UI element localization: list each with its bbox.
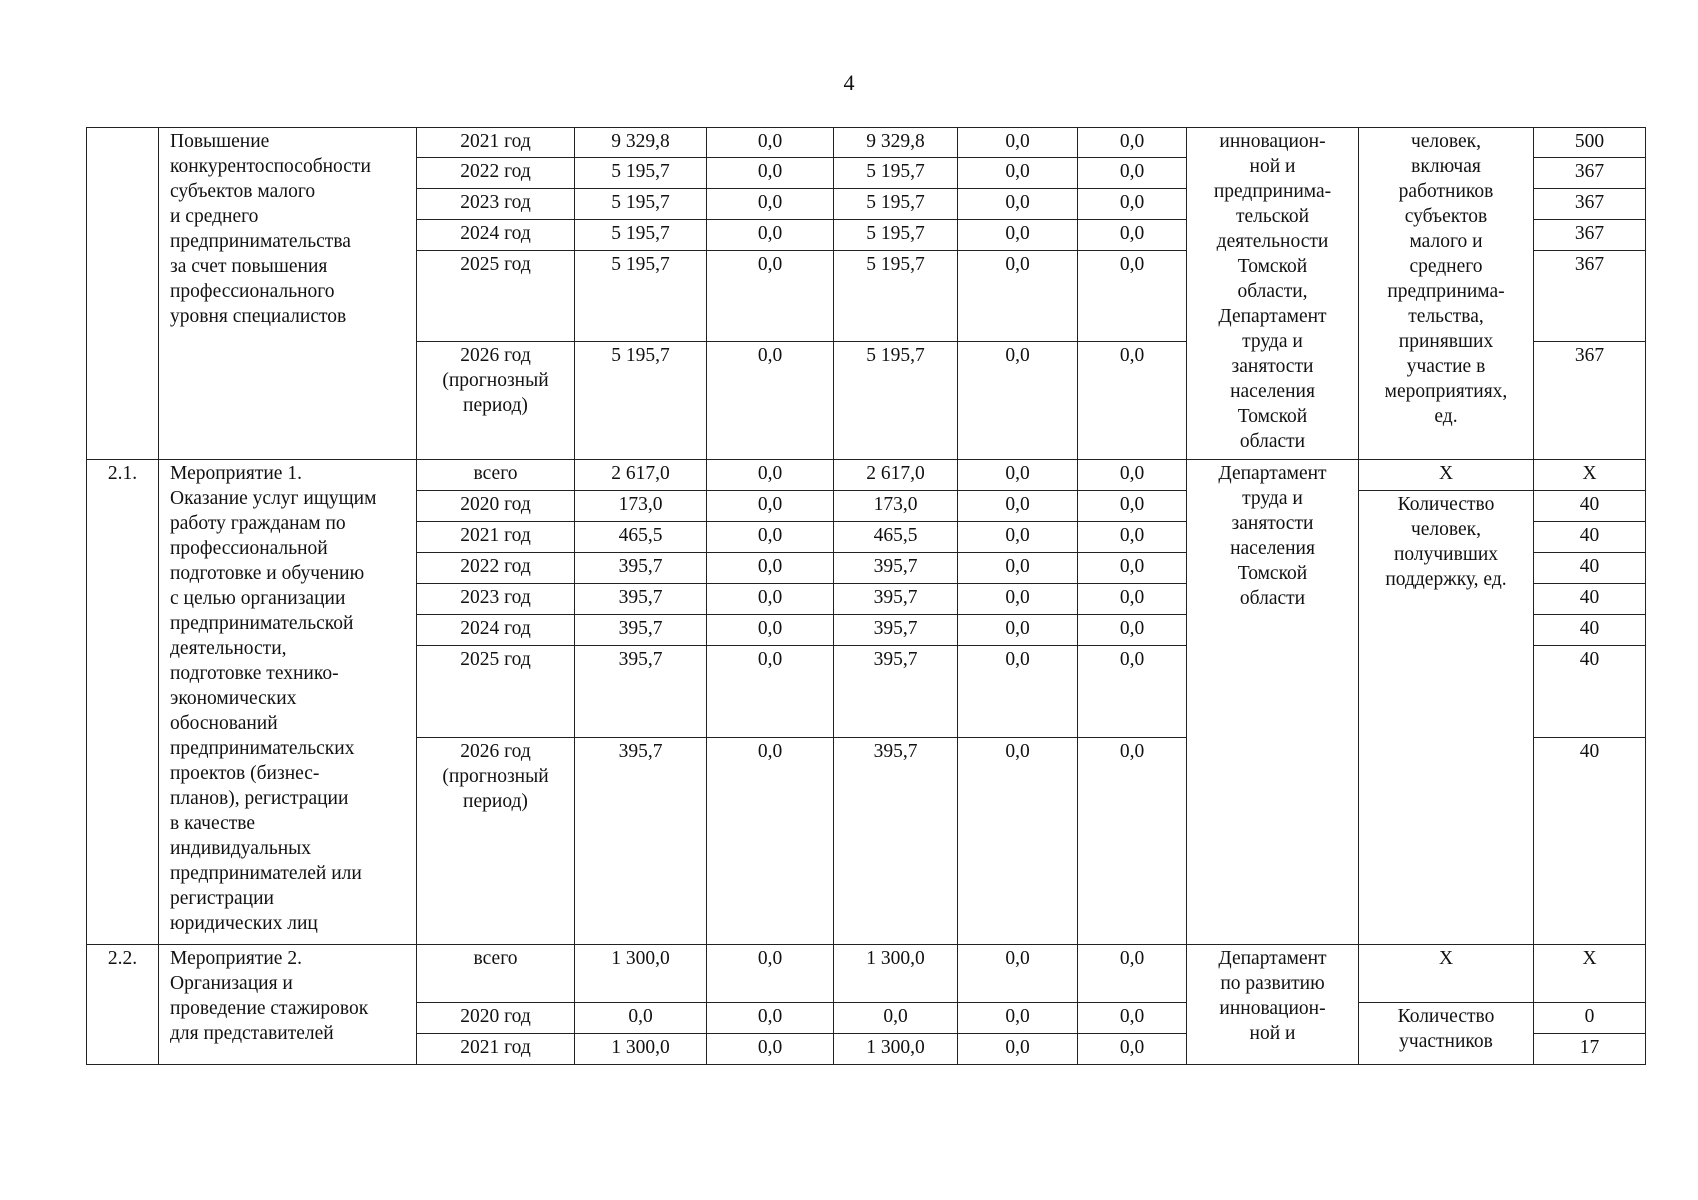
extra-budget-cell: 0,0 — [1078, 342, 1187, 460]
regional-budget-cell: 395,7 — [834, 738, 958, 945]
item-number — [87, 128, 159, 460]
regional-budget-cell: 395,7 — [834, 615, 958, 646]
indicator-value-cell: 40 — [1534, 615, 1646, 646]
local-budget-cell: 0,0 — [958, 522, 1078, 553]
local-budget-cell: 0,0 — [958, 553, 1078, 584]
item-number: 2.2. — [87, 945, 159, 1065]
program-table — [86, 127, 1646, 1065]
total-cell: 465,5 — [575, 522, 707, 553]
federal-budget-cell: 0,0 — [707, 251, 834, 342]
local-budget-cell: 0,0 — [958, 460, 1078, 491]
local-budget-cell: 0,0 — [958, 945, 1078, 1003]
total-cell: 173,0 — [575, 491, 707, 522]
total-cell: 1 300,0 — [575, 1034, 707, 1065]
federal-budget-cell: 0,0 — [707, 522, 834, 553]
regional-budget-cell: 395,7 — [834, 584, 958, 615]
federal-budget-cell: 0,0 — [707, 1003, 834, 1034]
indicator-value-cell: 367 — [1534, 251, 1646, 342]
local-budget-cell: 0,0 — [958, 1003, 1078, 1034]
total-cell: 395,7 — [575, 646, 707, 738]
year-cell: 2022 год — [417, 553, 575, 584]
extra-budget-cell: 0,0 — [1078, 1003, 1187, 1034]
federal-budget-cell: 0,0 — [707, 342, 834, 460]
year-cell: 2021 год — [417, 522, 575, 553]
indicator-value-cell: 40 — [1534, 646, 1646, 738]
federal-budget-cell: 0,0 — [707, 1034, 834, 1065]
extra-budget-cell: 0,0 — [1078, 158, 1187, 189]
local-budget-cell: 0,0 — [958, 491, 1078, 522]
regional-budget-cell: 395,7 — [834, 646, 958, 738]
extra-budget-cell: 0,0 — [1078, 646, 1187, 738]
local-budget-cell: 0,0 — [958, 342, 1078, 460]
total-cell: 5 195,7 — [575, 158, 707, 189]
regional-budget-cell: 1 300,0 — [834, 945, 958, 1003]
indicator-name-cell: Количество человек, получивших поддержку, ед. — [1359, 491, 1534, 945]
page-number: 4 — [843, 70, 855, 95]
regional-budget-cell: 5 195,7 — [834, 158, 958, 189]
year-cell: всего — [417, 460, 575, 491]
indicator-name-cell: X — [1359, 945, 1534, 1003]
year-cell: всего — [417, 945, 575, 1003]
indicator-value-cell: 40 — [1534, 522, 1646, 553]
table-row — [87, 128, 1646, 158]
local-budget-cell: 0,0 — [958, 1034, 1078, 1065]
indicator-value-cell: 40 — [1534, 738, 1646, 945]
indicator-value-cell: 40 — [1534, 491, 1646, 522]
extra-budget-cell: 0,0 — [1078, 553, 1187, 584]
extra-budget-cell: 0,0 — [1078, 615, 1187, 646]
indicator-value-cell: 40 — [1534, 584, 1646, 615]
year-cell: 2020 год — [417, 491, 575, 522]
federal-budget-cell: 0,0 — [707, 189, 834, 220]
total-cell: 0,0 — [575, 1003, 707, 1034]
total-cell: 395,7 — [575, 738, 707, 945]
indicator-value-cell: 367 — [1534, 189, 1646, 220]
year-cell: 2023 год — [417, 584, 575, 615]
total-cell: 5 195,7 — [575, 220, 707, 251]
federal-budget-cell: 0,0 — [707, 738, 834, 945]
indicator-value-cell: 367 — [1534, 158, 1646, 189]
executor-cell: Департамент труда и занятости населения Томской области — [1187, 460, 1359, 945]
year-cell: 2026 год (прогнозный период) — [417, 738, 575, 945]
year-cell: 2021 год — [417, 128, 575, 158]
year-cell: 2021 год — [417, 1034, 575, 1065]
total-cell: 1 300,0 — [575, 945, 707, 1003]
extra-budget-cell: 0,0 — [1078, 738, 1187, 945]
indicator-value-cell: 367 — [1534, 220, 1646, 251]
item-name: Мероприятие 2. Организация и проведение стажировок для представителей — [159, 945, 417, 1065]
total-cell: 5 195,7 — [575, 342, 707, 460]
total-cell: 5 195,7 — [575, 251, 707, 342]
federal-budget-cell: 0,0 — [707, 646, 834, 738]
year-cell: 2025 год — [417, 646, 575, 738]
indicator-value-cell: 17 — [1534, 1034, 1646, 1065]
local-budget-cell: 0,0 — [958, 646, 1078, 738]
extra-budget-cell: 0,0 — [1078, 491, 1187, 522]
local-budget-cell: 0,0 — [958, 738, 1078, 945]
federal-budget-cell: 0,0 — [707, 584, 834, 615]
year-cell: 2024 год — [417, 615, 575, 646]
table-row — [87, 460, 1646, 491]
federal-budget-cell: 0,0 — [707, 128, 834, 158]
total-cell: 9 329,8 — [575, 128, 707, 158]
year-cell: 2026 год (прогнозный период) — [417, 342, 575, 460]
year-cell: 2020 год — [417, 1003, 575, 1034]
local-budget-cell: 0,0 — [958, 128, 1078, 158]
local-budget-cell: 0,0 — [958, 220, 1078, 251]
extra-budget-cell: 0,0 — [1078, 945, 1187, 1003]
total-cell: 395,7 — [575, 615, 707, 646]
regional-budget-cell: 5 195,7 — [834, 220, 958, 251]
item-name: Повышение конкурентоспособности субъектов малого и среднего предпринимательства за счет повышения профессионального уровня специалистов — [159, 128, 417, 460]
regional-budget-cell: 9 329,8 — [834, 128, 958, 158]
federal-budget-cell: 0,0 — [707, 491, 834, 522]
regional-budget-cell: 5 195,7 — [834, 342, 958, 460]
regional-budget-cell: 5 195,7 — [834, 251, 958, 342]
indicator-value-cell: X — [1534, 460, 1646, 491]
indicator-value-cell: 0 — [1534, 1003, 1646, 1034]
local-budget-cell: 0,0 — [958, 158, 1078, 189]
regional-budget-cell: 465,5 — [834, 522, 958, 553]
regional-budget-cell: 1 300,0 — [834, 1034, 958, 1065]
indicator-name-cell: X — [1359, 460, 1534, 491]
item-name: Мероприятие 1. Оказание услуг ищущим работу гражданам по профессиональной подготовке и обучению с целью организации предпринимательской деятельности, подготовке технико- экономических обоснований предпринимательских проектов (бизнес- планов), регистрации в качестве индивидуальных предпринимателей или регистрации юридических лиц — [159, 460, 417, 945]
regional-budget-cell: 173,0 — [834, 491, 958, 522]
indicator-name-cell: человек, включая работников субъектов малого и среднего предпринима- тельства, принявших участие в мероприятиях, ед. — [1359, 128, 1534, 460]
executor-cell: инновацион- ной и предпринима- тельской деятельности Томской области, Департамент труда и занятости населения Томской области — [1187, 128, 1359, 460]
regional-budget-cell: 0,0 — [834, 1003, 958, 1034]
year-cell: 2024 год — [417, 220, 575, 251]
federal-budget-cell: 0,0 — [707, 615, 834, 646]
regional-budget-cell: 5 195,7 — [834, 189, 958, 220]
extra-budget-cell: 0,0 — [1078, 584, 1187, 615]
extra-budget-cell: 0,0 — [1078, 522, 1187, 553]
indicator-value-cell: 367 — [1534, 342, 1646, 460]
item-number: 2.1. — [87, 460, 159, 945]
federal-budget-cell: 0,0 — [707, 460, 834, 491]
extra-budget-cell: 0,0 — [1078, 1034, 1187, 1065]
extra-budget-cell: 0,0 — [1078, 460, 1187, 491]
extra-budget-cell: 0,0 — [1078, 189, 1187, 220]
regional-budget-cell: 395,7 — [834, 553, 958, 584]
federal-budget-cell: 0,0 — [707, 220, 834, 251]
year-cell: 2025 год — [417, 251, 575, 342]
indicator-value-cell: 500 — [1534, 128, 1646, 158]
indicator-name-cell: Количество участников — [1359, 1003, 1534, 1065]
local-budget-cell: 0,0 — [958, 615, 1078, 646]
federal-budget-cell: 0,0 — [707, 553, 834, 584]
total-cell: 395,7 — [575, 584, 707, 615]
year-cell: 2022 год — [417, 158, 575, 189]
total-cell: 395,7 — [575, 553, 707, 584]
indicator-value-cell: X — [1534, 945, 1646, 1003]
extra-budget-cell: 0,0 — [1078, 128, 1187, 158]
federal-budget-cell: 0,0 — [707, 945, 834, 1003]
regional-budget-cell: 2 617,0 — [834, 460, 958, 491]
federal-budget-cell: 0,0 — [707, 158, 834, 189]
extra-budget-cell: 0,0 — [1078, 251, 1187, 342]
extra-budget-cell: 0,0 — [1078, 220, 1187, 251]
total-cell: 5 195,7 — [575, 189, 707, 220]
table-row — [87, 945, 1646, 1003]
local-budget-cell: 0,0 — [958, 584, 1078, 615]
indicator-value-cell: 40 — [1534, 553, 1646, 584]
executor-cell: Департамент по развитию инновацион- ной и — [1187, 945, 1359, 1065]
year-cell: 2023 год — [417, 189, 575, 220]
local-budget-cell: 0,0 — [958, 251, 1078, 342]
local-budget-cell: 0,0 — [958, 189, 1078, 220]
total-cell: 2 617,0 — [575, 460, 707, 491]
